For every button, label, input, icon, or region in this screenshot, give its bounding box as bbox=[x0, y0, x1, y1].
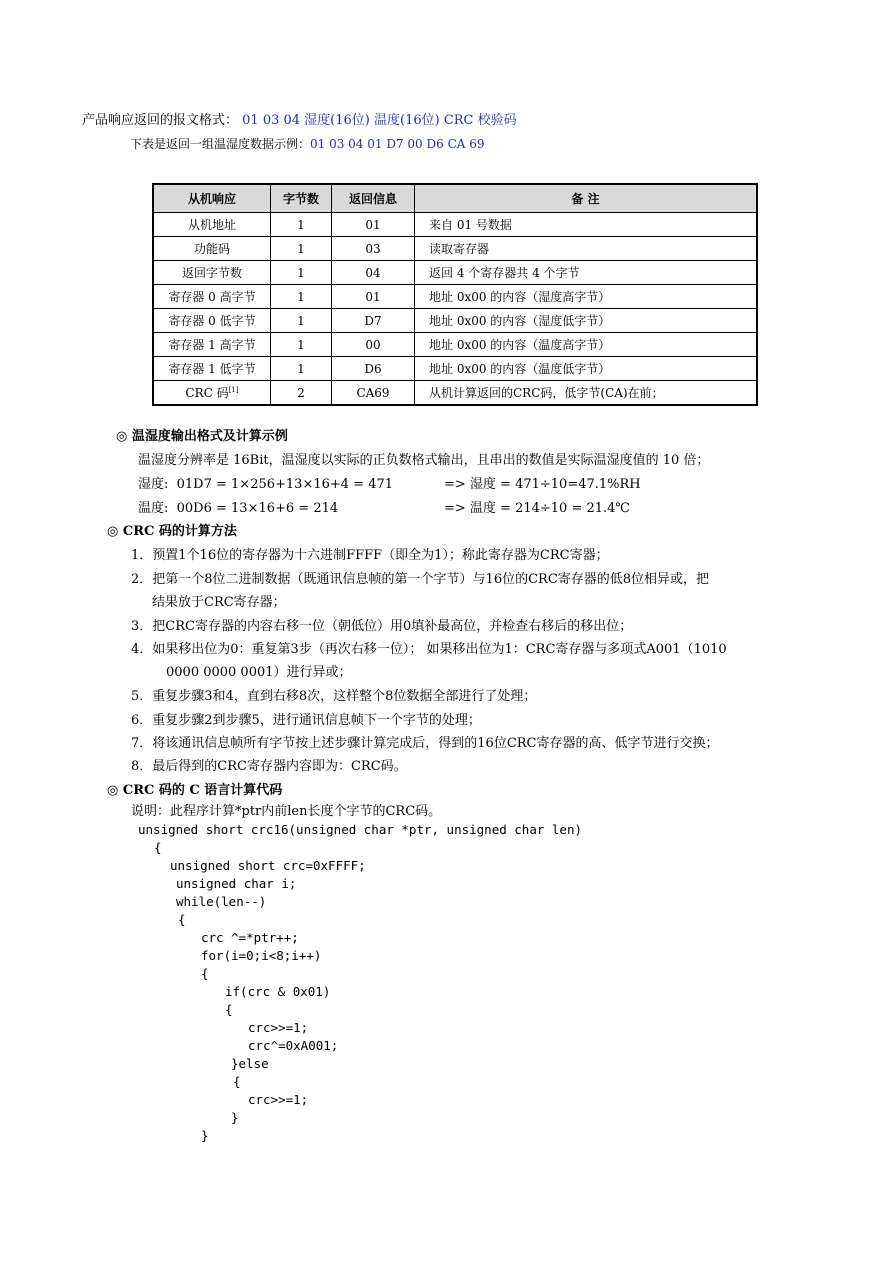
code-line: } bbox=[231, 1110, 239, 1125]
code-section-title: ◎ CRC 码的 C 语言计算代码 bbox=[107, 783, 283, 798]
crc-step: 5．重复步骤3和4，直到右移8次，这样整个8位数据全部进行了处理； bbox=[131, 689, 537, 704]
cell-value: 01 bbox=[332, 213, 415, 237]
footnote-marker: [1] bbox=[228, 386, 239, 394]
cell-field: 寄存器 1 高字节 bbox=[153, 333, 271, 357]
example-label: 下表是返回一组温湿度数据示例： bbox=[130, 137, 311, 151]
temperature-result: => 温度 = 214÷10 = 21.4℃ bbox=[444, 501, 630, 516]
code-line: { bbox=[154, 840, 162, 855]
cell-field: 功能码 bbox=[153, 237, 271, 261]
cell-note: 返回 4 个寄存器共 4 个字节 bbox=[415, 261, 758, 285]
table-row bbox=[153, 333, 757, 357]
cell-field: 寄存器 1 低字节 bbox=[153, 357, 271, 381]
crc-step: 7．将该通讯信息帧所有字节按上述步骤计算完成后，得到的16位CRC寄存器的高、低字节进行交换； bbox=[131, 736, 719, 751]
cell-bytes: 1 bbox=[271, 285, 332, 309]
code-line: crc^=0xA001; bbox=[248, 1038, 339, 1053]
code-line: }else bbox=[231, 1056, 269, 1071]
cell-note: 从机计算返回的CRC码，低字节(CA)在前； bbox=[415, 381, 758, 406]
table-row bbox=[153, 213, 757, 237]
cell-note: 地址 0x00 的内容（湿度低字节） bbox=[415, 309, 758, 333]
cell-field: 寄存器 0 低字节 bbox=[153, 309, 271, 333]
cell-note: 地址 0x00 的内容（温度高字节） bbox=[415, 333, 758, 357]
cell-value: 01 bbox=[332, 285, 415, 309]
crc-step: 2．把第一个8位二进制数据（既通讯信息帧的第一个字节）与16位的CRC寄存器的低8位相异或，把 bbox=[131, 572, 710, 587]
table-row bbox=[153, 285, 757, 309]
code-line: { bbox=[178, 912, 186, 927]
format-section-title: ◎ 温湿度输出格式及计算示例 bbox=[116, 429, 288, 444]
crc-step-continued: 0000 0000 0001）进行异或； bbox=[166, 665, 352, 680]
cell-bytes: 1 bbox=[271, 261, 332, 285]
cell-bytes: 1 bbox=[271, 333, 332, 357]
cell-value: 04 bbox=[332, 261, 415, 285]
cell-value: 00 bbox=[332, 333, 415, 357]
code-line: unsigned char i; bbox=[176, 876, 297, 891]
code-line: if(crc & 0x01) bbox=[225, 984, 331, 999]
crc-step: 6．重复步骤2到步骤5，进行通讯信息帧下一个字节的处理； bbox=[131, 713, 481, 728]
crc-step: 1．预置1个16位的寄存器为十六进制FFFF（即全为1）；称此寄存器为CRC寄器； bbox=[131, 548, 609, 563]
humidity-calc: 湿度: 01D7 = 1×256+13×16+4 = 471 bbox=[138, 477, 394, 492]
cell-bytes: 1 bbox=[271, 237, 332, 261]
code-line: crc>>=1; bbox=[248, 1020, 309, 1035]
cell-field: 从机地址 bbox=[153, 213, 271, 237]
response-table bbox=[152, 183, 758, 406]
response-format-label: 产品响应返回的报文格式： bbox=[82, 113, 239, 128]
cell-value: D7 bbox=[332, 309, 415, 333]
header-remarks: 备 注 bbox=[415, 184, 758, 213]
crc-field-label: CRC 码 bbox=[185, 386, 229, 400]
cell-note: 地址 0x00 的内容（湿度高字节） bbox=[415, 285, 758, 309]
cell-bytes: 1 bbox=[271, 213, 332, 237]
table-row bbox=[153, 237, 757, 261]
header-byte-count: 字节数 bbox=[271, 184, 332, 213]
humidity-result: => 湿度 = 471÷10=47.1%RH bbox=[444, 477, 641, 492]
table-header-row bbox=[153, 184, 757, 213]
cell-field: 返回字节数 bbox=[153, 261, 271, 285]
crc-step-continued: 结果放于CRC寄存器； bbox=[152, 595, 286, 610]
code-line: while(len--) bbox=[176, 894, 267, 909]
temperature-calc: 温度: 00D6 = 13×16+6 = 214 bbox=[138, 501, 339, 516]
code-line: { bbox=[233, 1074, 241, 1089]
crc-step: 4．如果移出位为0：重复第3步（再次右移一位）； 如果移出位为1：CRC寄存器与多项式A001（1010 bbox=[131, 642, 727, 657]
table-row bbox=[153, 381, 757, 406]
cell-note: 读取寄存器 bbox=[415, 237, 758, 261]
code-line: for(i=0;i<8;i++) bbox=[201, 948, 322, 963]
code-line: { bbox=[225, 1002, 233, 1017]
cell-field: 寄存器 0 高字节 bbox=[153, 285, 271, 309]
response-format-value: 01 03 04 湿度(16位) 温度(16位) CRC 校验码 bbox=[242, 113, 517, 128]
code-line: crc>>=1; bbox=[248, 1092, 309, 1107]
code-section-desc: 说明：此程序计算*ptr内前len长度个字节的CRC码。 bbox=[131, 804, 442, 819]
table-row bbox=[153, 357, 757, 381]
crc-section-title: ◎ CRC 码的计算方法 bbox=[107, 524, 237, 539]
code-line: unsigned short crc16(unsigned char *ptr, unsigned char len) bbox=[138, 822, 583, 837]
cell-note: 来自 01 号数据 bbox=[415, 213, 758, 237]
code-line: unsigned short crc=0xFFFF; bbox=[170, 858, 366, 873]
cell-bytes: 1 bbox=[271, 309, 332, 333]
example-value: 01 03 04 01 D7 00 D6 CA 69 bbox=[310, 137, 485, 151]
code-line: crc ^=*ptr++; bbox=[201, 930, 299, 945]
cell-field bbox=[153, 381, 271, 406]
response-format-line bbox=[82, 112, 517, 130]
cell-bytes: 1 bbox=[271, 357, 332, 381]
crc-step: 3．把CRC寄存器的内容右移一位（朝低位）用0填补最高位，并检查右移后的移出位； bbox=[131, 619, 633, 634]
cell-value: 03 bbox=[332, 237, 415, 261]
cell-bytes: 2 bbox=[271, 381, 332, 406]
cell-value: CA69 bbox=[332, 381, 415, 406]
crc-step: 8．最后得到的CRC寄存器内容即为：CRC码。 bbox=[131, 759, 407, 774]
cell-note: 地址 0x00 的内容（温度低字节） bbox=[415, 357, 758, 381]
code-line: } bbox=[201, 1128, 209, 1143]
cell-value: D6 bbox=[332, 357, 415, 381]
table-row bbox=[153, 309, 757, 333]
example-line bbox=[130, 135, 485, 153]
header-return-info: 返回信息 bbox=[332, 184, 415, 213]
table-row bbox=[153, 261, 757, 285]
format-section-desc: 温湿度分辨率是 16Bit，温湿度以实际的正负数格式输出，且串出的数值是实际温湿度值的 10 倍； bbox=[138, 453, 710, 468]
code-line: { bbox=[201, 966, 209, 981]
header-slave-response: 从机响应 bbox=[153, 184, 271, 213]
